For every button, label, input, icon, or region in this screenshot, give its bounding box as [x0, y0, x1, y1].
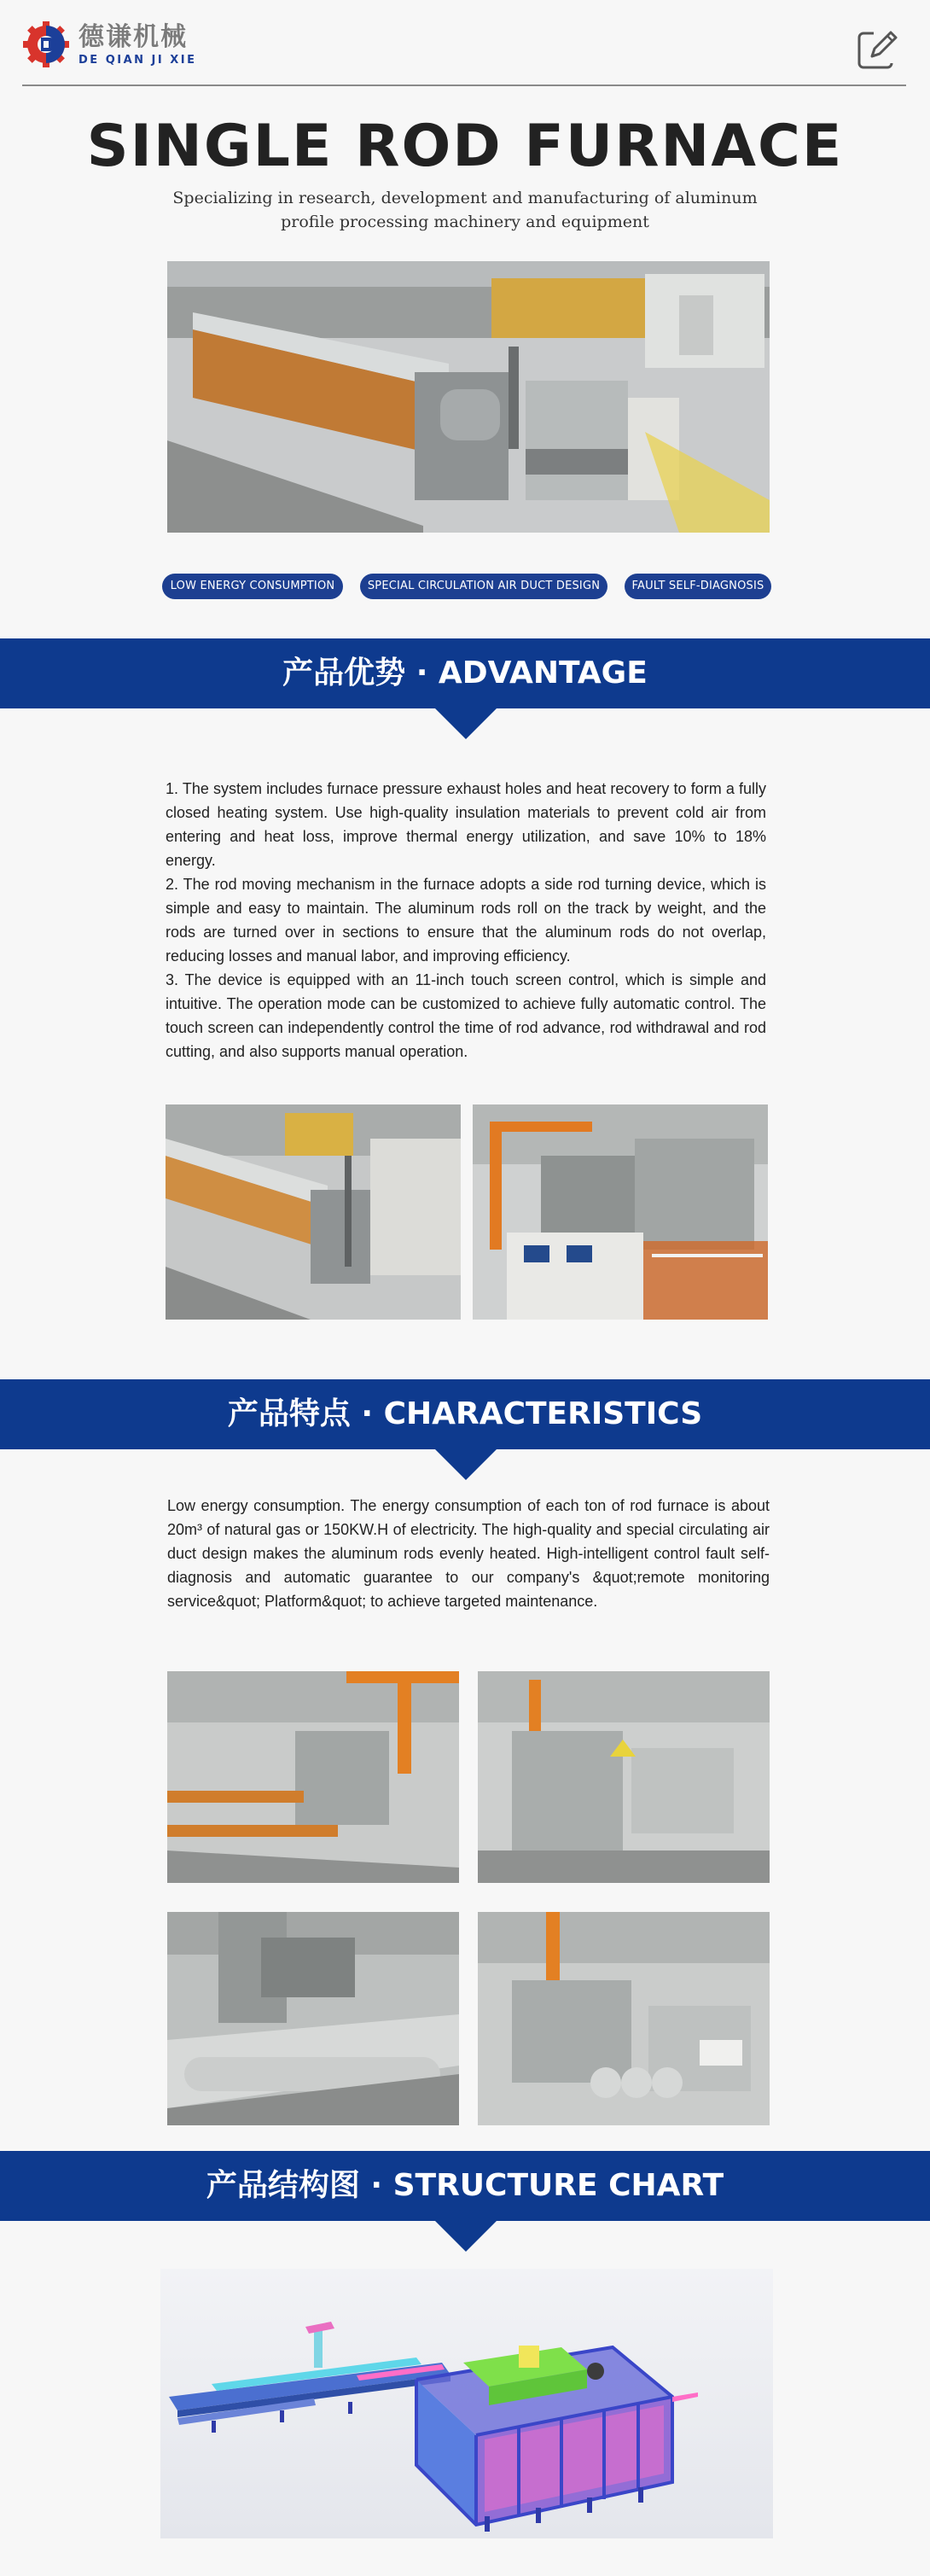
header-divider	[22, 85, 906, 86]
characteristics-title: 产品特点 · CHARACTERISTICS	[227, 1396, 703, 1431]
gear-logo-icon	[22, 20, 70, 68]
hero-furnace-photo	[167, 261, 770, 533]
advantage-point-1: 1. The system includes furnace pressure exhaust holes and heat recovery to form a fully closed heating system. Use high-quality insulation materials to prevent cold air from entering and heat loss, improve thermal energy utilization, and save 10% to 18% energy.	[166, 780, 766, 869]
advantage-point-2: 2. The rod moving mechanism in the furnace adopts a side rod turning device, which is simple and easy to maintain. The aluminum rods roll on the track by weight, and the rods are turned over in sections to ensure that the aluminum rods do not overlap, reducing losses and manual labor, and improving efficiency.	[166, 876, 766, 965]
advantage-banner	[0, 638, 930, 708]
advantage-photo-control-panel	[473, 1104, 768, 1320]
tag-low-energy: LOW ENERGY CONSUMPTION	[162, 574, 343, 599]
structure-title: 产品结构图 · STRUCTURE CHART	[206, 2168, 724, 2203]
tag-air-duct-design: SPECIAL CIRCULATION AIR DUCT DESIGN	[360, 574, 607, 599]
characteristics-arrow	[435, 1449, 497, 1480]
structure-arrow	[435, 2221, 497, 2252]
advantage-point-3: 3. The device is equipped with an 11-inch touch screen control, which is simple and intuitive. The operation mode can be customized to achieve fully automatic control. The touch screen can independently control the time of rod advance, rod withdrawal and rod cutting, and also supports manual operation.	[166, 971, 766, 1060]
characteristics-photo-4	[478, 1912, 770, 2125]
advantage-photo-furnace-line	[166, 1104, 461, 1320]
company-logo[interactable]	[22, 20, 197, 68]
logo-chinese-name: 德谦机械	[78, 21, 188, 52]
edit-icon	[857, 26, 899, 70]
structure-chart-diagram	[160, 2269, 773, 2538]
page-subtitle: Specializing in research, development and manufacturing of aluminum profile processing machinery and equipment	[172, 189, 758, 231]
advantage-title: 产品优势 · ADVANTAGE	[282, 656, 648, 691]
characteristics-photo-1	[167, 1671, 459, 1883]
advantage-text	[166, 777, 766, 1064]
characteristics-text: Low energy consumption. The energy consumption of each ton of rod furnace is about 20m³ of natural gas or 150KW.H of electricity. The high-quality and special circulating air duct design makes the aluminum rods evenly heated. High-intelligent control fault self-diagnosis and automatic guarantee to our company's &quot;remote monitoring service&quot; Platform&quot; to achieve targeted maintenance.	[167, 1497, 770, 1610]
page-header	[0, 0, 930, 85]
characteristics-photo-3	[167, 1912, 459, 2125]
structure-banner	[0, 2151, 930, 2221]
advantage-arrow	[435, 708, 497, 739]
page-title: SINGLE ROD FURNACE	[86, 113, 844, 180]
characteristics-photo-2	[478, 1671, 770, 1883]
logo-pinyin-name: DE QIAN JI XIE	[78, 53, 197, 67]
tag-self-diagnosis: FAULT SELF-DIAGNOSIS	[625, 574, 771, 599]
characteristics-banner	[0, 1379, 930, 1449]
edit-button[interactable]	[857, 26, 899, 70]
